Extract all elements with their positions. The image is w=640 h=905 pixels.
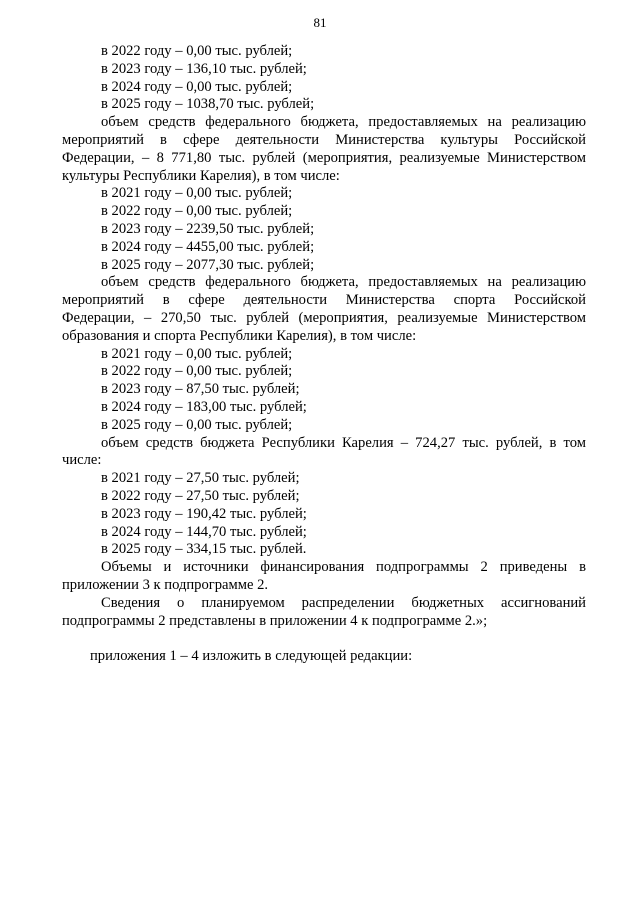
text-line: образования и спорта Республики Карелия), в том числе:: [62, 327, 417, 344]
text-line: Сведения о планируемом распределении бюджетных ассигнований: [101, 594, 586, 611]
text-line: Федерации, – 270,50 тыс. рублей (мероприятия, реализуемые Министерством: [62, 309, 586, 326]
document-body: [62, 43, 586, 666]
text-line: в 2024 году – 144,70 тыс. рублей;: [101, 523, 307, 540]
text-line: в 2022 году – 0,00 тыс. рублей;: [101, 363, 293, 380]
text-line: в 2025 году – 2077,30 тыс. рублей;: [101, 256, 315, 273]
text-line: в 2021 году – 0,00 тыс. рублей;: [101, 345, 293, 362]
text-line: в 2022 году – 0,00 тыс. рублей;: [101, 203, 293, 220]
text-line: в 2024 году – 183,00 тыс. рублей;: [101, 398, 307, 415]
closing-line: приложения 1 – 4 изложить в следующей редакции:: [90, 648, 413, 665]
text-line: Объемы и источники финансирования подпрограммы 2 приведены в: [101, 559, 586, 576]
text-line: в 2025 году – 0,00 тыс. рублей;: [101, 416, 293, 433]
paragraph-spacer: [62, 630, 586, 648]
text-line: в 2022 году – 27,50 тыс. рублей;: [101, 487, 300, 504]
text-line: подпрограммы 2 представлены в приложении 4 к подпрограмме 2.»;: [62, 612, 488, 629]
text-line: в 2023 году – 190,42 тыс. рублей;: [101, 505, 307, 522]
text-line: в 2023 году – 136,10 тыс. рублей;: [101, 60, 307, 77]
text-line: числе:: [62, 452, 102, 469]
text-line: в 2023 году – 2239,50 тыс. рублей;: [101, 220, 315, 237]
text-line: в 2022 году – 0,00 тыс. рублей;: [101, 43, 293, 59]
text-line: объем средств федерального бюджета, предоставляемых на реализацию: [101, 274, 586, 291]
text-line: в 2025 году – 1038,70 тыс. рублей;: [101, 96, 315, 113]
text-line: приложении 3 к подпрограмме 2.: [62, 576, 269, 593]
text-line: Федерации, – 8 771,80 тыс. рублей (мероприятия, реализуемые Министерством: [62, 149, 586, 166]
text-line: объем средств бюджета Республики Карелия – 724,27 тыс. рублей, в том: [101, 434, 586, 451]
text-line: мероприятий в сфере деятельности Министерства культуры Российской: [62, 131, 586, 148]
text-line: в 2023 году – 87,50 тыс. рублей;: [101, 381, 300, 398]
text-line: культуры Республики Карелия), в том числе:: [62, 167, 340, 184]
text-line: в 2025 году – 334,15 тыс. рублей.: [101, 541, 307, 558]
text-line: в 2024 году – 0,00 тыс. рублей;: [101, 78, 293, 95]
text-line: мероприятий в сфере деятельности Министерства спорта Российской: [62, 292, 586, 309]
text-line: объем средств федерального бюджета, предоставляемых на реализацию: [101, 114, 586, 131]
text-line: в 2021 году – 0,00 тыс. рублей;: [101, 185, 293, 202]
text-line: в 2024 году – 4455,00 тыс. рублей;: [101, 238, 315, 255]
page-number: 81: [313, 15, 327, 30]
text-line: в 2021 году – 27,50 тыс. рублей;: [101, 470, 300, 487]
